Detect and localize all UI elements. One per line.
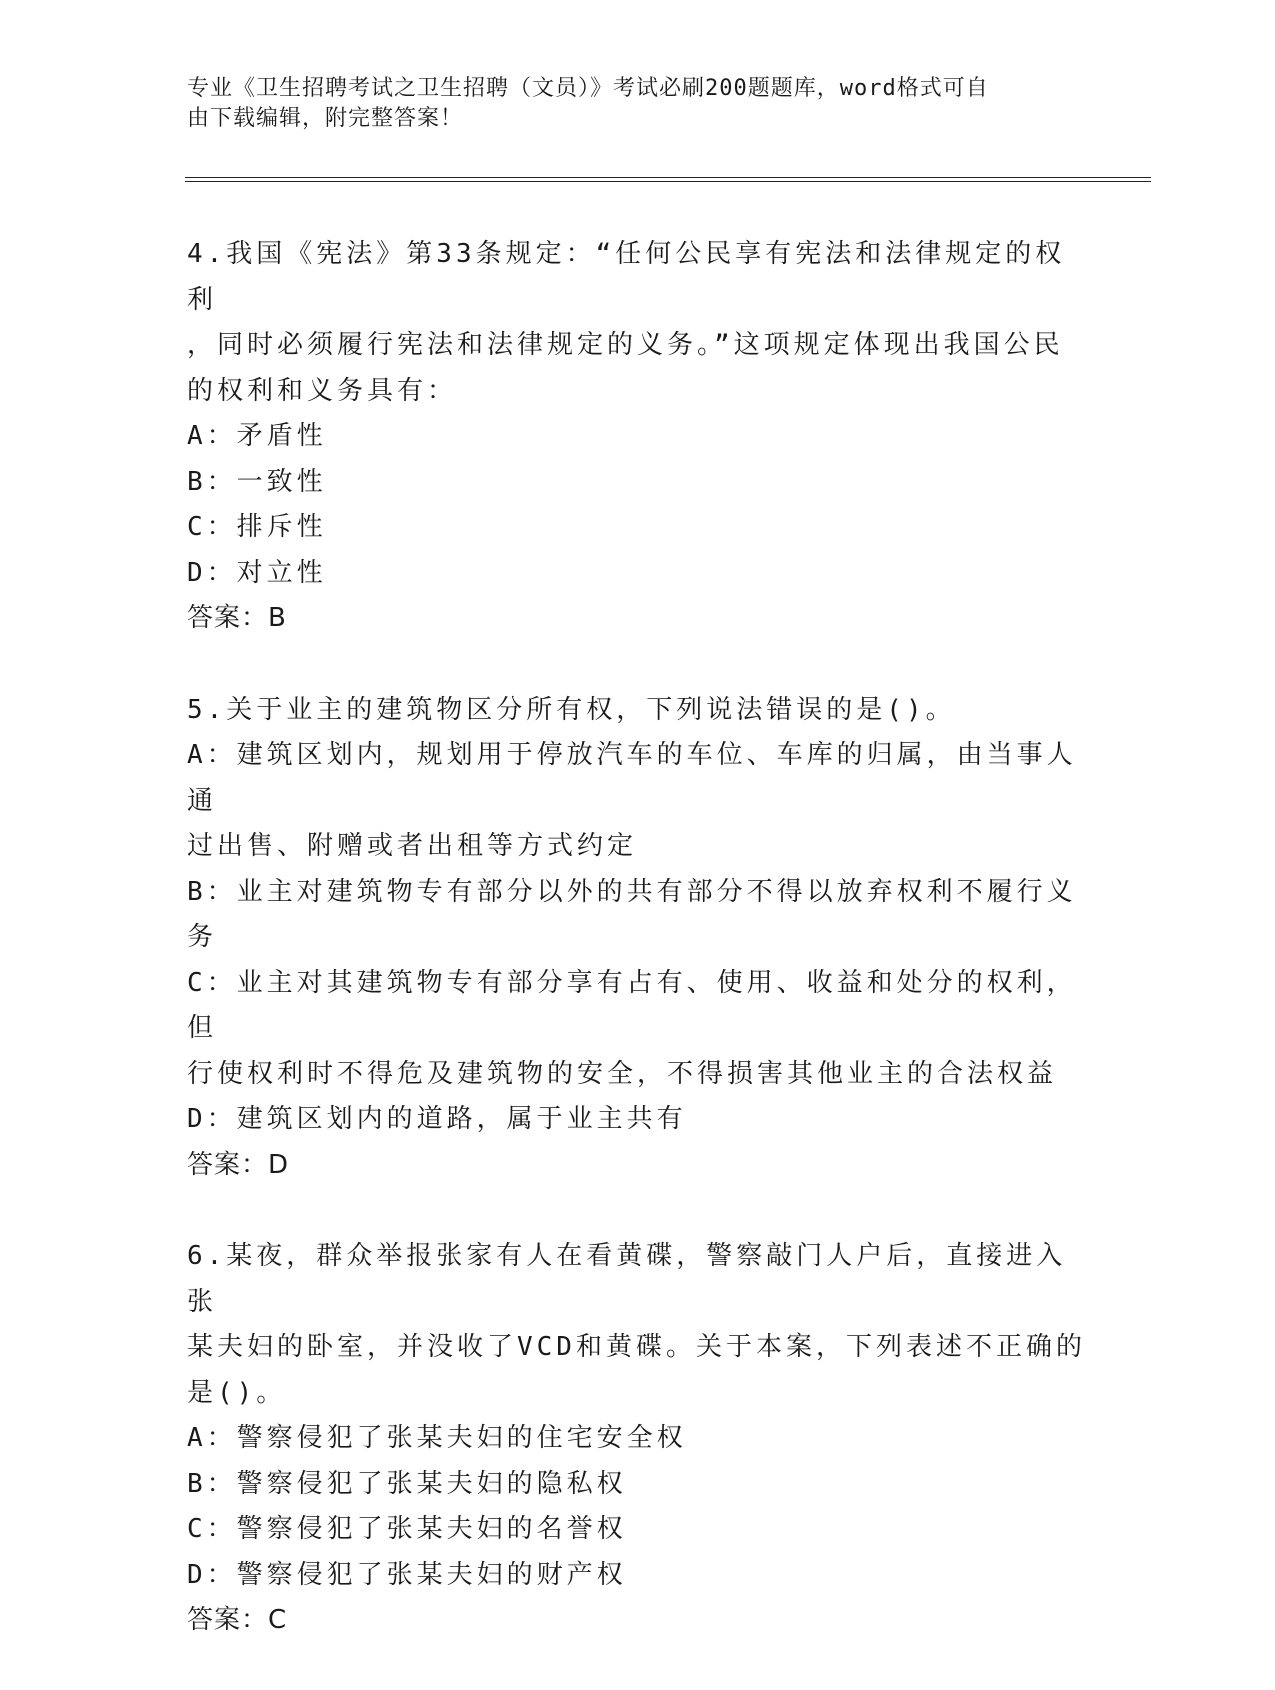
answer-label: 答案：B	[187, 603, 287, 633]
question-stem-line: 某夫妇的卧室，并没收了VCD和黄碟。关于本案，下列表述不正确的	[187, 1332, 1086, 1362]
header-line-1: 专业《卫生招聘考试之卫生招聘（文员）》考试必刷200题题库，word格式可自	[187, 76, 989, 101]
answer-label: 答案：D	[187, 1149, 290, 1180]
question-stem-line: 4.我国《宪法》第33条规定：“任何公民享有宪法和法律规定的权利	[187, 239, 1066, 315]
question-stem-line: ，同时必须履行宪法和法律规定的义务。”这项规定体现出我国公民	[187, 330, 1064, 360]
option-a: A：建筑区划内，规划用于停放汽车的车位、车库的归属，由当事人通	[187, 740, 1077, 816]
option-d: D：警察侵犯了张某夫妇的财产权	[187, 1559, 627, 1590]
question-stem-line: 的权利和义务具有：	[187, 375, 458, 406]
option-c: C：业主对其建筑物专有部分享有占有、使用、收益和处分的权利，但	[187, 967, 1077, 1043]
option-c: C：排斥性	[187, 512, 327, 542]
option-a-continued: 过出售、附赠或者出租等方式约定	[187, 831, 638, 861]
option-c-continued: 行使权利时不得危及建筑物的安全，不得损害其他业主的合法权益	[187, 1058, 1058, 1089]
question-4	[187, 232, 1087, 642]
header-double-rule	[185, 177, 1151, 182]
question-list	[187, 232, 1087, 1690]
question-stem-line: 6.某夜，群众举报张家有人在看黄碟，警察敲门人户后，直接进入张	[187, 1241, 1067, 1317]
question-5	[187, 688, 1087, 1189]
question-stem-line: 5.关于业主的建筑物区分所有权，下列说法错误的是()。	[187, 694, 956, 725]
option-b: B：警察侵犯了张某夫妇的隐私权	[187, 1468, 627, 1499]
option-d: D：对立性	[187, 557, 327, 588]
question-stem-line: 是()。	[187, 1377, 287, 1408]
page-header	[187, 74, 1067, 134]
question-6	[187, 1234, 1087, 1644]
header-line-2: 由下载编辑，附完整答案！	[187, 106, 464, 131]
option-c: C：警察侵犯了张某夫妇的名誉权	[187, 1514, 627, 1544]
option-b: B：一致性	[187, 466, 327, 497]
option-d: D：建筑区划内的道路，属于业主共有	[187, 1104, 687, 1134]
option-a: A：矛盾性	[187, 421, 327, 451]
option-a: A：警察侵犯了张某夫妇的住宅安全权	[187, 1423, 687, 1453]
answer-label: 答案：C	[187, 1605, 288, 1635]
option-b: B：业主对建筑物专有部分以外的共有部分不得以放弃权利不履行义务	[187, 876, 1077, 952]
